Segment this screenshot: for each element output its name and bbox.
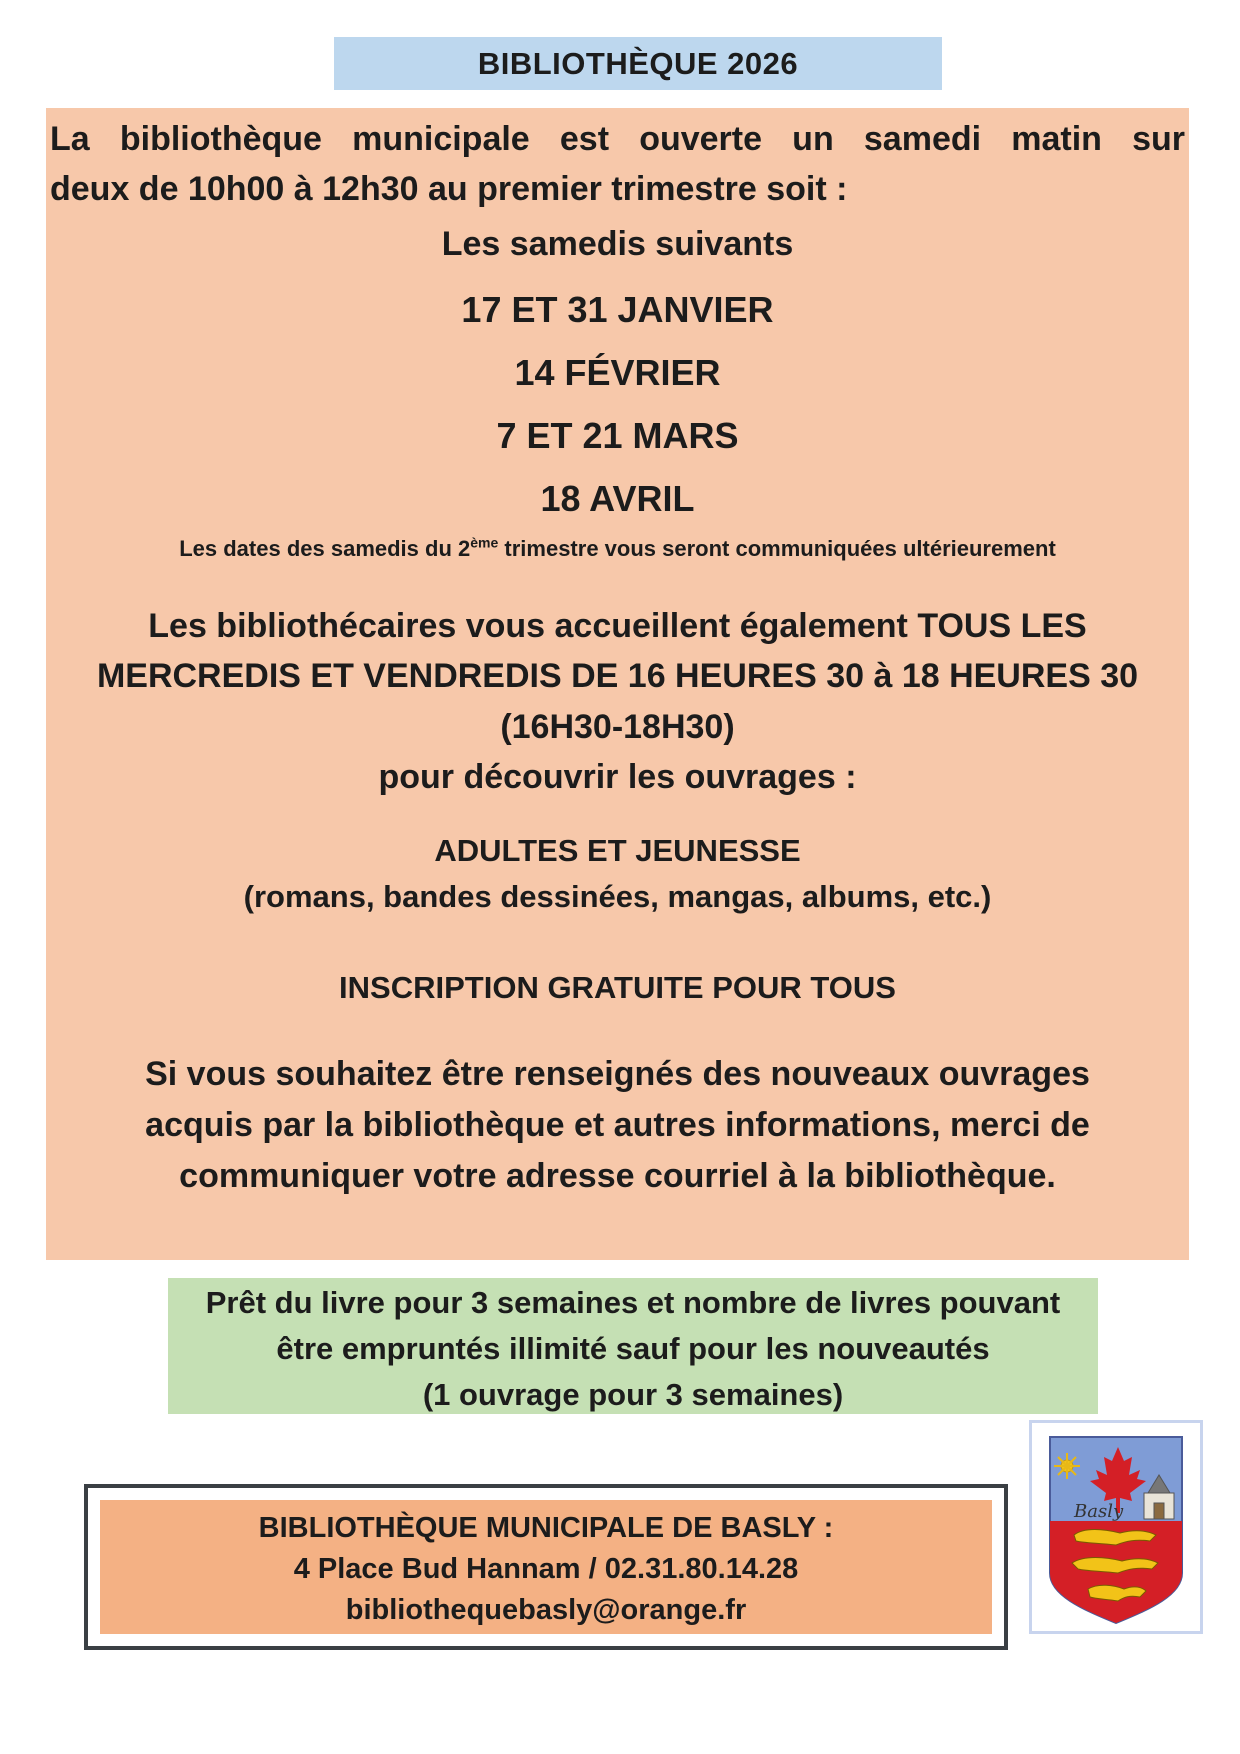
library-address: 4 Place Bud Hannam / 02.31.80.14.28 [293,1553,799,1585]
loan-info-box [168,1278,1098,1414]
schedule-panel [46,108,1189,1260]
opening-intro [50,114,1185,214]
note-superscript: ème [470,534,499,551]
newsletter-line-1: Si vous souhaitez être renseignés des nouveaux ouvrages [145,1055,1090,1093]
weekly-hours: (16H30-18H30) [500,708,735,746]
page-title: BIBLIOTHÈQUE 2026 [334,37,942,90]
note-text-after: trimestre vous seront communiquées ultérieurement [498,536,1056,561]
saturdays-heading: Les samedis suivants [441,225,794,263]
collections-title: ADULTES ET JEUNESSE [434,833,801,868]
date-february: 14 FÉVRIER [514,352,721,393]
contact-box [100,1500,992,1634]
loan-line-3: (1 ouvrage pour 3 semaines) [422,1377,844,1412]
weekly-line-1: Les bibliothécaires vous accueillent également TOUS LES [148,607,1087,645]
weekly-line-4: pour découvrir les ouvrages : [378,758,857,796]
library-email: bibliothequebasly@orange.fr [345,1594,747,1626]
newsletter-line-2: acquis par la bibliothèque et autres informations, merci de [145,1106,1090,1144]
crest-label: Basly [1074,1501,1124,1522]
loan-line-2: être empruntés illimité sauf pour les nouveautés [276,1331,990,1366]
intro-line-1: La bibliothèque municipale est ouverte un samedi matin sur [50,120,1185,158]
crest-frame [1029,1420,1203,1634]
basly-crest-icon [1032,1423,1200,1631]
loan-line-1: Prêt du livre pour 3 semaines et nombre de livres pouvant [205,1285,1061,1320]
date-april: 18 AVRIL [540,478,695,519]
newsletter-line-3: communiquer votre adresse courriel à la bibliothèque. [179,1157,1056,1195]
date-march: 7 ET 21 MARS [496,415,739,456]
weekly-line-2: MERCREDIS ET VENDREDIS DE 16 HEURES 30 à 18 HEURES 30 [96,657,1139,695]
contact-frame [84,1484,1008,1650]
intro-line-2: deux de 10h00 à 12h30 au premier trimestre soit : [50,170,848,208]
date-january: 17 ET 31 JANVIER [461,289,774,330]
registration-note: INSCRIPTION GRATUITE POUR TOUS [339,970,896,1005]
collections-detail: (romans, bandes dessinées, mangas, albums, etc.) [243,879,992,914]
library-name: BIBLIOTHÈQUE MUNICIPALE DE BASLY : [258,1512,834,1544]
second-term-note [46,536,1189,562]
note-text-before: Les dates des samedis du 2 [179,536,471,561]
